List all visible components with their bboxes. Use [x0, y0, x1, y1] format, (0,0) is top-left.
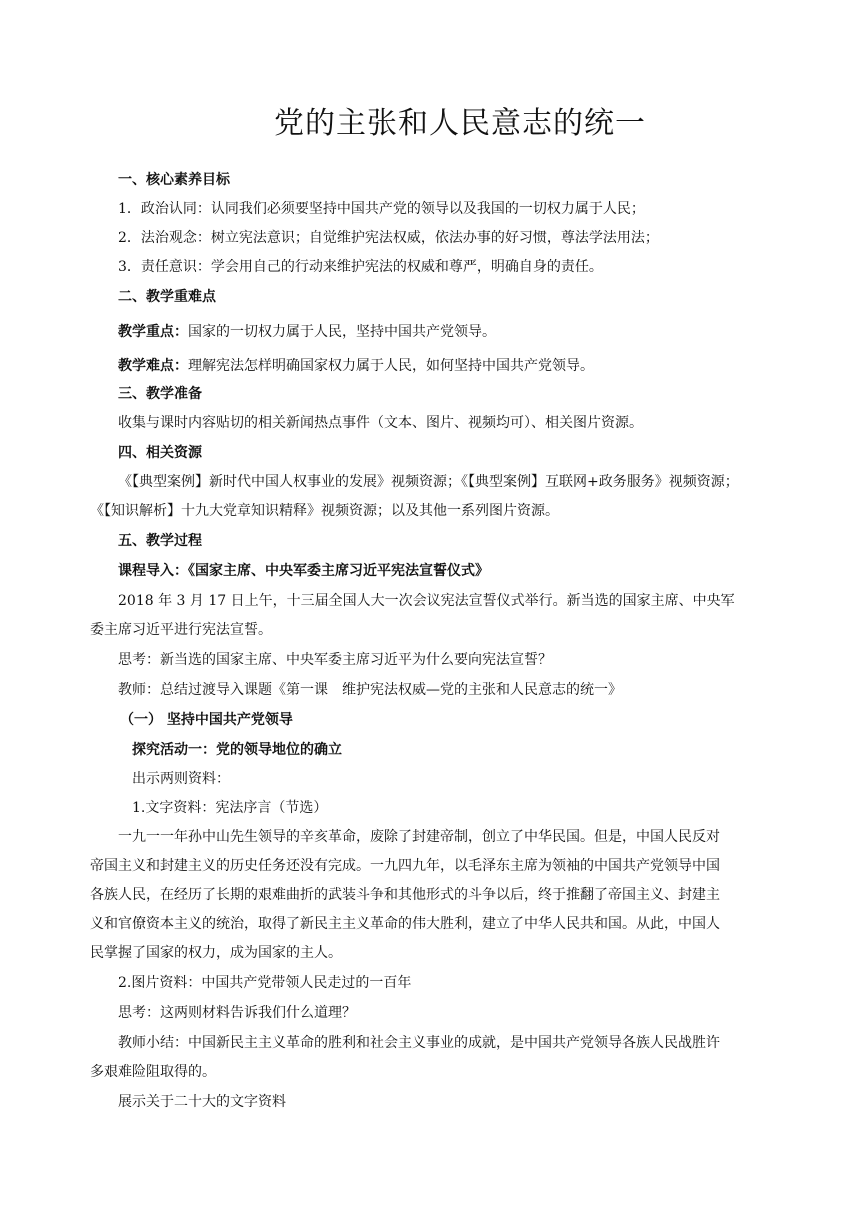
teacher-transition: 教师：总结过渡导入课题《第一课 维护宪法权威—党的主张和人民意志的统一》 [118, 682, 622, 698]
material-image-label: 2.图片资料：中国共产党带领人民走过的一百年 [118, 975, 412, 991]
preamble-line: 一九一一年孙中山先生领导的辛亥革命，废除了封建帝制，创立了中华民国。但是，中国人民反对 [118, 829, 720, 845]
show-materials: 出示两则资料： [132, 771, 230, 787]
goal-item: 3．责任意识：学会用自己的行动来维护宪法的权威和尊严，明确自身的责任。 [118, 259, 603, 275]
subsection-heading: （一） 坚持中国共产党领导 [120, 712, 293, 728]
difficult-point-line [118, 356, 594, 376]
key-point-label: 教学重点： [118, 324, 188, 340]
section-heading-key-points: 二、教学重难点 [118, 289, 216, 305]
intro-paragraph: 委主席习近平进行宪法宣誓。 [90, 622, 272, 638]
show-twentieth-congress: 展示关于二十大的文字资料 [118, 1094, 286, 1110]
resources-line: 《【典型案例】新时代中国人权事业的发展》视频资源；《【典型案例】互联网+政务服务》视频资源； [118, 474, 739, 490]
resources-line: 《【知识解析】十九大党章知识精释》视频资源；以及其他一系列图片资源。 [90, 503, 559, 519]
section-heading-process: 五、教学过程 [118, 533, 202, 549]
material-text-label: 1.文字资料：宪法序言（节选） [132, 800, 328, 816]
goal-item: 1．政治认同：认同我们必须要坚持中国共产党的领导以及我国的一切权力属于人民； [118, 201, 645, 217]
teacher-summary: 教师小结：中国新民主主义革命的胜利和社会主义事业的成就，是中国共产党领导各族人民战胜许 [118, 1035, 720, 1051]
activity-heading: 探究活动一：党的领导地位的确立 [132, 742, 342, 758]
preparation-text: 收集与课时内容贴切的相关新闻热点事件（文本、图片、视频均可）、相关图片资源。 [118, 415, 643, 431]
page-title: 党的主张和人民意志的统一 [274, 106, 646, 141]
section-heading-preparation: 三、教学准备 [118, 386, 202, 402]
preamble-line: 民掌握了国家的权力，成为国家的主人。 [90, 945, 342, 961]
intro-heading: 课程导入：《国家主席、中央军委主席习近平宪法宣誓仪式》 [118, 563, 489, 579]
key-point-text: 国家的一切权力属于人民，坚持中国共产党领导。 [188, 324, 496, 340]
teacher-summary: 多艰难险阻取得的。 [90, 1064, 216, 1080]
section-heading-goals: 一、核心素养目标 [118, 172, 230, 188]
difficult-point-text: 理解宪法怎样明确国家权力属于人民，如何坚持中国共产党领导。 [188, 358, 594, 374]
preamble-line: 各族人民，在经历了长期的艰难曲折的武装斗争和其他形式的斗争以后，终于推翻了帝国主义、封建主 [90, 887, 720, 903]
preamble-line: 义和官僚资本主义的统治，取得了新民主主义革命的伟大胜利，建立了中华人民共和国。从此，中国人 [90, 916, 720, 932]
difficult-point-label: 教学难点： [118, 358, 188, 374]
think-question: 思考：这两则材料告诉我们什么道理？ [118, 1005, 356, 1021]
goal-item: 2．法治观念：树立宪法意识；自觉维护宪法权威，依法办事的好习惯，尊法学法用法； [118, 230, 659, 246]
think-question: 思考：新当选的国家主席、中央军委主席习近平为什么要向宪法宣誓？ [118, 652, 552, 668]
section-heading-resources: 四、相关资源 [118, 445, 202, 461]
intro-paragraph: 2018 年 3 月 17 日上午，十三届全国人大一次会议宪法宣誓仪式举行。新当选的国家主席、中央军 [118, 593, 735, 609]
key-point-line [118, 322, 496, 342]
preamble-line: 帝国主义和封建主义的历史任务还没有完成。一九四九年，以毛泽东主席为领袖的中国共产党领导中国 [90, 858, 720, 874]
